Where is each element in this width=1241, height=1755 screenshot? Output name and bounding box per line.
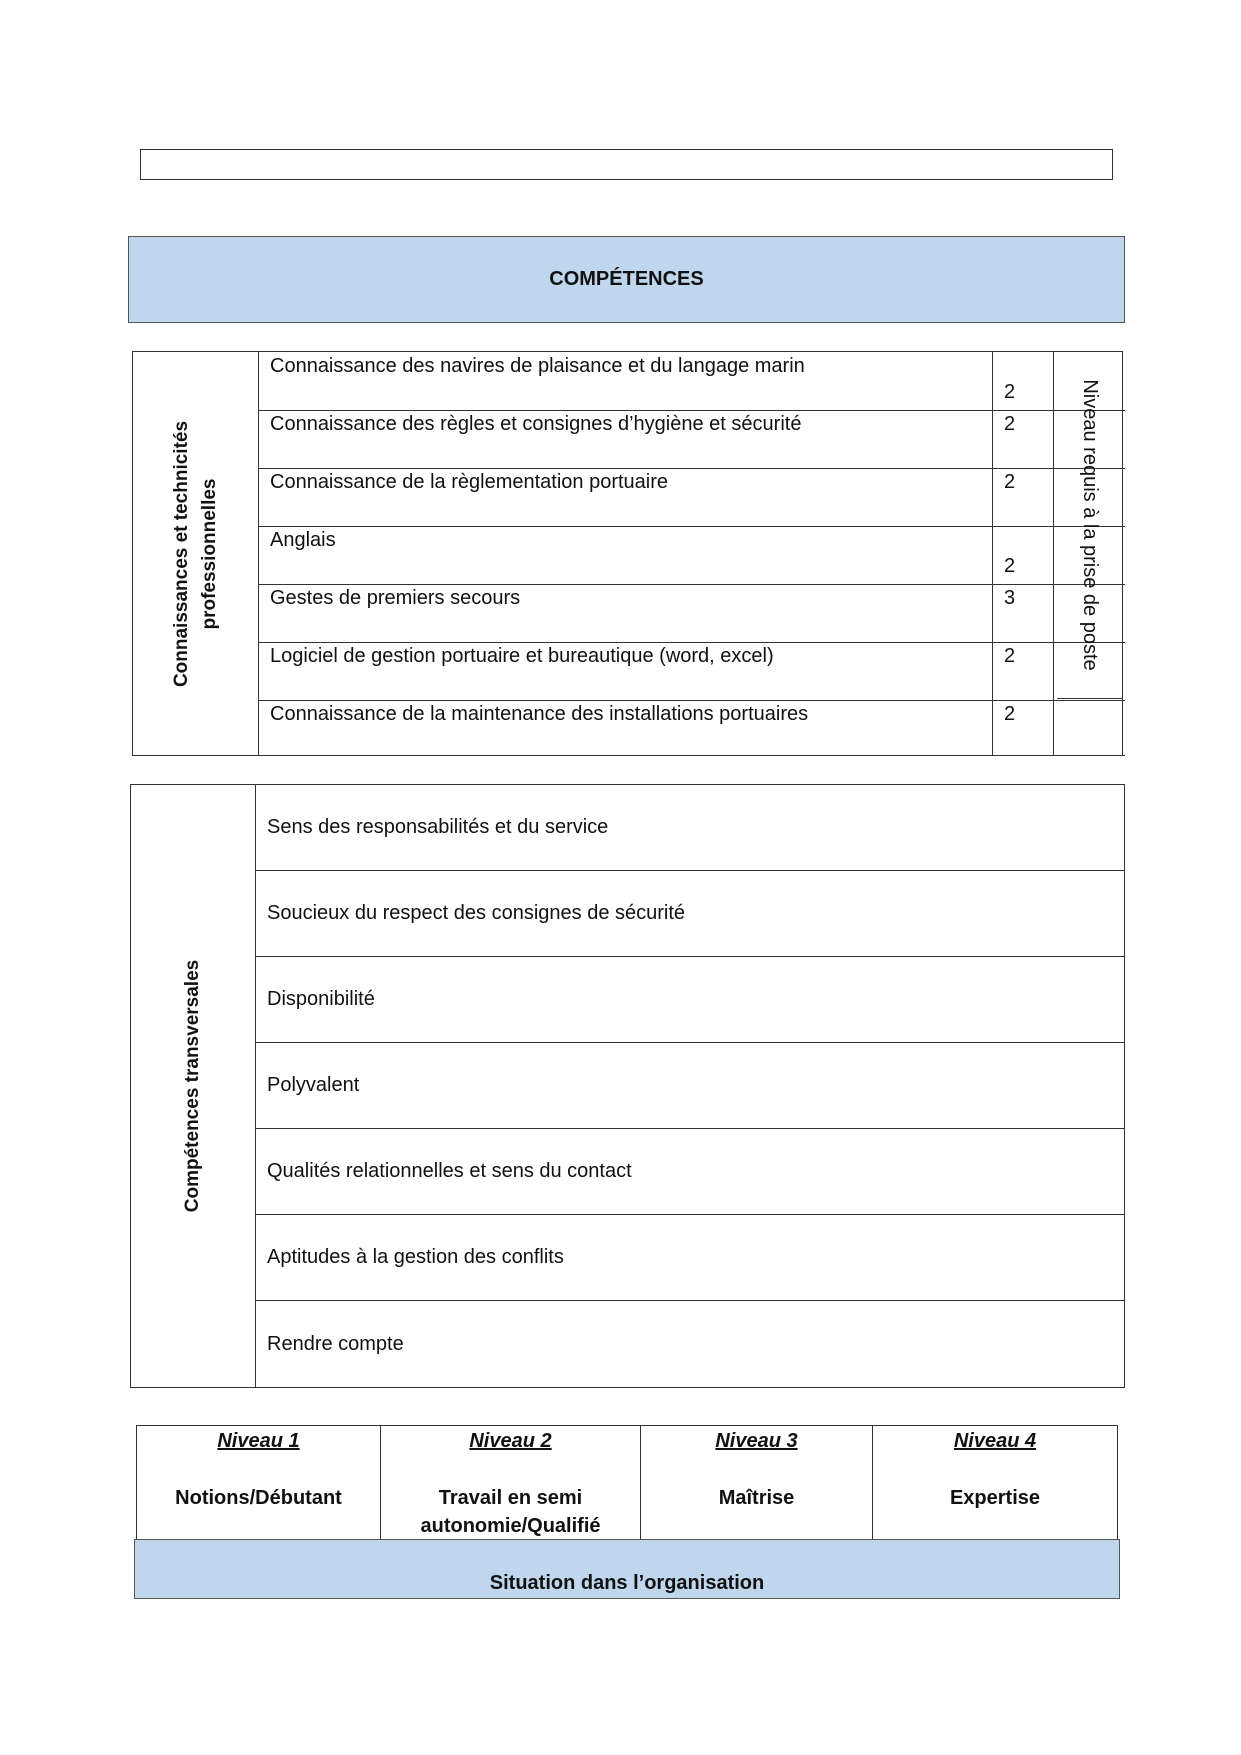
level-value: 2: [1004, 413, 1016, 435]
situation-title: Situation dans l’organisation: [489, 1572, 765, 1594]
level-desc-line1: Maîtrise: [718, 1487, 795, 1509]
competences-banner: [128, 236, 1125, 323]
level-desc: [873, 1484, 1117, 1512]
level-desc-line1: Travail en semi: [438, 1487, 583, 1509]
table-row: [259, 352, 1125, 411]
transversal-label: Rendre compte: [267, 1332, 404, 1355]
table-row: [259, 410, 1125, 469]
transversal-label: Aptitudes à la gestion des conflits: [267, 1246, 564, 1268]
levels-legend: [136, 1425, 1118, 1540]
knowledge-side-label: [168, 420, 224, 686]
table-row: [256, 871, 1124, 957]
level-desc: [137, 1484, 380, 1512]
level-value: 2: [1004, 645, 1016, 667]
knowledge-table: [132, 351, 1123, 756]
transversal-side-header: [131, 785, 256, 1387]
level-title: Niveau 3: [715, 1430, 798, 1452]
knowledge-label: Connaissance de la règlementation portuaire: [270, 471, 669, 493]
level-cell: [992, 352, 1054, 410]
level-cell-1: [137, 1426, 381, 1539]
transversal-label: Disponibilité: [267, 988, 375, 1010]
transversal-label: Qualités relationnelles et sens du contact: [267, 1160, 632, 1182]
knowledge-label: Connaissance des règles et consignes d’hygiène et sécurité: [270, 413, 802, 435]
required-level-header: [1057, 352, 1123, 699]
knowledge-side-label-line2: professionnelles: [198, 478, 220, 630]
knowledge-label: Connaissance de la maintenance des installations portuaires: [270, 703, 809, 725]
knowledge-label: Connaissance des navires de plaisance et du langage marin: [270, 355, 805, 377]
knowledge-label: Gestes de premiers secours: [270, 587, 521, 609]
level-desc-line1: Expertise: [949, 1487, 1041, 1509]
table-row: [259, 642, 1125, 701]
level-title: Niveau 4: [953, 1430, 1037, 1452]
level-cell: [992, 700, 1054, 755]
empty-header-box: [140, 149, 1113, 180]
knowledge-label: Logiciel de gestion portuaire et bureautique (word, excel): [270, 645, 774, 667]
table-row: [259, 584, 1125, 643]
table-row: [256, 1129, 1124, 1215]
level-cell-4: [873, 1426, 1117, 1539]
competences-title: COMPÉTENCES: [549, 268, 704, 290]
level-title: Niveau 1: [217, 1430, 300, 1452]
knowledge-side-header: [133, 352, 259, 755]
level-cell: [992, 584, 1054, 642]
level-title: Niveau 2: [469, 1430, 552, 1452]
level-value: 3: [1004, 587, 1016, 609]
knowledge-label: Anglais: [270, 529, 336, 551]
table-row: [256, 957, 1124, 1043]
level-cell-2: [381, 1426, 641, 1539]
level-cell: [992, 526, 1054, 584]
table-row: [259, 468, 1125, 527]
level-desc: [381, 1484, 640, 1540]
level-cell-3: [641, 1426, 873, 1539]
transversal-label: Polyvalent: [267, 1074, 360, 1096]
transversal-label: Soucieux du respect des consignes de sécurité: [267, 902, 686, 924]
transversal-label: Sens des responsabilités et du service: [267, 816, 609, 838]
knowledge-side-label-line1: Connaissances et technicités: [170, 420, 192, 687]
situation-banner: [134, 1539, 1120, 1599]
transversal-side-label: Compétences transversales: [182, 959, 203, 1213]
table-row: [259, 526, 1125, 585]
table-row: [256, 1215, 1124, 1301]
table-row: [256, 785, 1124, 871]
level-desc-line2: autonomie/Qualifié: [420, 1515, 601, 1537]
table-row: [256, 1301, 1124, 1387]
required-level-label: Niveau requis à la prise de poste: [1079, 379, 1101, 671]
level-desc-line1: Notions/Débutant: [175, 1487, 342, 1509]
level-desc: [641, 1484, 872, 1512]
level-value: 2: [1004, 381, 1016, 403]
level-cell: [992, 410, 1054, 468]
level-value: 2: [1004, 703, 1016, 725]
level-cell: [992, 468, 1054, 526]
level-value: 2: [1004, 471, 1016, 493]
table-row: [256, 1043, 1124, 1129]
transversal-table: [130, 784, 1125, 1388]
level-cell: [992, 642, 1054, 700]
level-value: 2: [1004, 555, 1016, 577]
table-row: [259, 700, 1125, 756]
